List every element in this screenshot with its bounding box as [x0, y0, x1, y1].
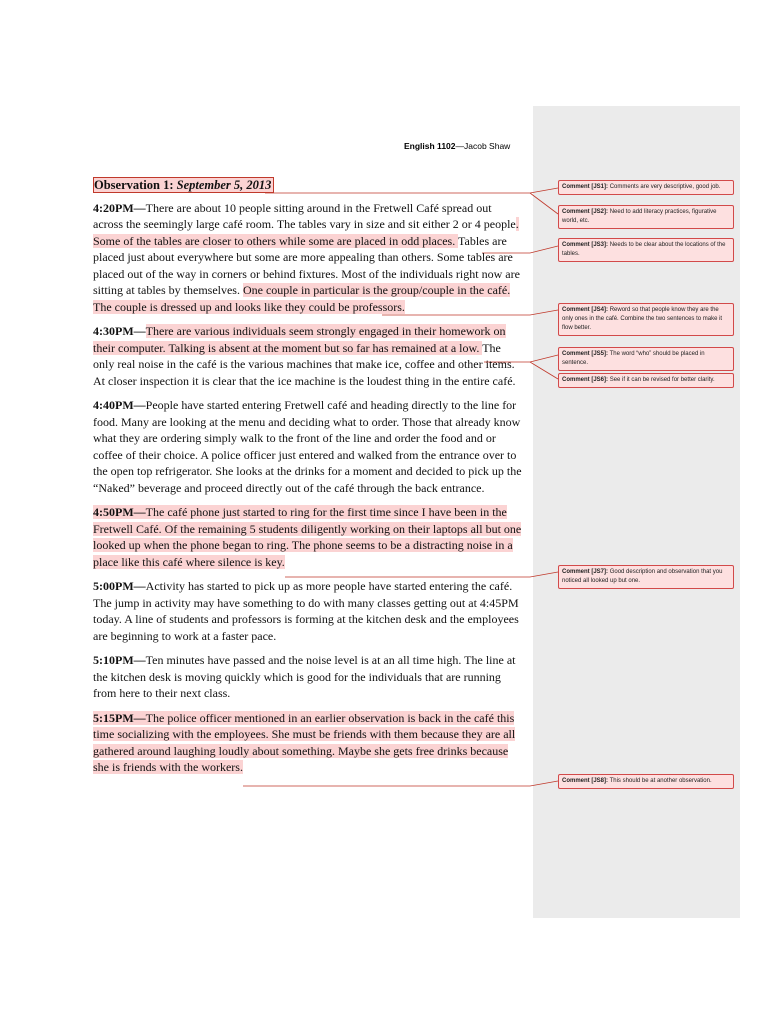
document-body [93, 177, 524, 784]
highlight-js8: 5:15PM—The police officer mentioned in an earlier observation is back in the café this time socializing with the employees. She must be friends with them because they are all gathered around laughing loudly about something. Maybe she gets free drinks because she is friends with the workers. [93, 710, 516, 774]
entry-515 [93, 710, 524, 776]
entry-450 [93, 504, 524, 570]
comment-js6[interactable]: Comment [JS6]: See if it can be revised for better clarity. [558, 373, 734, 388]
entry-time: 5:00PM— [93, 579, 146, 593]
comment-js2[interactable]: Comment [JS2]: Need to add literacy practices, figurative world, etc. [558, 205, 734, 229]
entry-430: 4:30PM—There are various individuals seem strongly engaged in their homework on their computer. Talking is absent at the moment but so far has remained at a low. The only real noise in the café is the various machines that make ice, coffee and other items. At closer inspection it is clear that the ice machine is the loudest thing in the entire café. [93, 324, 516, 388]
entry-time: 4:50PM— [93, 505, 146, 519]
author-name: Jacob Shaw [464, 141, 511, 151]
highlight-js3: . Some of the tables are closer to others while some are placed in odd places. [93, 217, 519, 248]
entry-420: 4:20PM—There are about 10 people sitting around in the Fretwell Café spread out across the seemingly large café room. The tables vary in size and sit either 2 or 4 people. Some of the tables are closer to others while some are placed in odd places. Tables are placed just about everywhere but some are more appealing than others. Some tables are placed out of the way in corners or behind fixtures. Most of the individuals right now are sitting at tables by themselves. One couple in particular is the group/couple in the café. The couple is dressed up and looks like they could be professors. [93, 200, 520, 314]
entry-500: 5:00PM—Activity has started to pick up as more people have started entering the café. The jump in activity may have something to do with many classes getting out at 4:45PM today. A line of students and professors is forming at the kitchen desk and the employees are beginning to work at a faster pace. [93, 579, 519, 643]
entry-440: 4:40PM—People have started entering Fretwell café and heading directly to the line for food. Many are looking at the menu and deciding what to order. Those that already know what they are ordering simply walk to the front of the line and order the food and or coffee of their choice. A police officer just entered and walked from the entrance over to the open top refrigerator. She looks at the drinks for a moment and decided to pick up the “Naked” beverage and proceed directly out of the café through the back entrance. [93, 398, 522, 495]
entry-time: 4:40PM— [93, 398, 146, 412]
highlight-js5: There are various individuals seem strongly engaged in their homework on their computer. [93, 324, 506, 355]
connector-js2 [530, 193, 558, 214]
highlight-js4: One couple in particular is the group/couple in the café. The couple is dressed up and looks like they could be professors. [93, 283, 511, 314]
comment-js8[interactable]: Comment [JS8]: This should be at another observation. [558, 774, 734, 789]
entry-time: 4:30PM— [93, 324, 146, 338]
document-header [404, 141, 510, 151]
comment-js1[interactable]: Comment [JS1]: Comments are very descriptive, good job. [558, 180, 734, 195]
entry-time: 5:10PM— [93, 653, 146, 667]
observation-label: Observation 1: [94, 178, 174, 192]
header-dash: — [455, 141, 464, 151]
entry-time: 5:15PM— [93, 710, 146, 725]
connector-js6 [530, 362, 558, 379]
highlight-js7: 4:50PM—The café phone just started to ring for the first time since I have been in the Fretwell Café. Of the remaining 5 students diligently working on their laptops all but one looked up when the phone began to ring. The phone seems to be a distracting noise in a place like this café where silence is key. [93, 505, 522, 569]
comment-js3[interactable]: Comment [JS3]: Needs to be clear about the locations of the tables. [558, 238, 734, 262]
comment-js7[interactable]: Comment [JS7]: Good description and observation that you noticed all looked up but one. [558, 565, 734, 589]
entry-510: 5:10PM—Ten minutes have passed and the noise level is at an all time high. The line at the kitchen desk is moving quickly which is good for the individuals that are running from here to their next class. [93, 653, 516, 700]
course-name: English 1102 [404, 141, 456, 151]
comment-js5[interactable]: Comment [JS5]: The word “who” should be placed in sentence. [558, 347, 734, 371]
highlight-js6: Talking is absent at the moment but so far has remained at a low. [168, 340, 483, 355]
observation-date: September 5, 2013 [176, 178, 272, 192]
entry-time: 4:20PM— [93, 200, 146, 215]
comment-js4[interactable]: Comment [JS4]: Reword so that people know they are the only ones in the café. Combine the two sentences to make it flow better. [558, 303, 734, 336]
observation-heading [93, 177, 524, 194]
